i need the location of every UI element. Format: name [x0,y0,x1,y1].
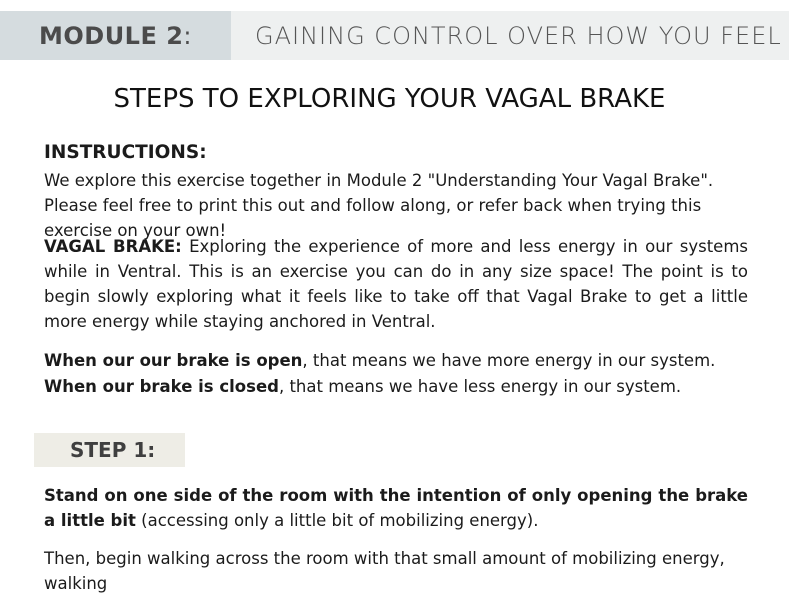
module-label: MODULE 2 [38,21,184,50]
brake-open-rest: , that means we have more energy in our system. [302,351,716,370]
vagal-brake-text: Exploring the experience of more and less energy in our systems while in Ventral. This is an exercise you can do in any size space! The point is to begin slowly exploring what it feels like to take off that Vagal Brake to get a little more energy while staying anchored in Ventral. [44,237,748,331]
step-1-text [44,483,748,533]
instructions-text: We explore this exercise together in Module 2 "Understanding Your Vagal Brake". Please feel free to print this out and follow along, or refer back when trying this exercise on your own! [44,171,714,240]
step-1-bold-text: Stand on one side of the room with the intention of only opening the brake a little bit [44,486,748,530]
brake-open-line [44,348,748,373]
step-1-rest-text: (accessing only a little bit of mobilizing energy). [135,511,539,530]
brake-closed-line [44,374,748,399]
module-colon: : [183,21,193,50]
brake-open-bold: When our our brake is open [44,351,303,370]
module-header [0,11,789,60]
page-title: STEPS TO EXPLORING YOUR VAGAL BRAKE [113,84,666,114]
module-subtitle-box [231,11,789,60]
vagal-brake-paragraph [44,234,748,334]
step-1-badge: STEP 1: [34,433,185,467]
instructions-heading: INSTRUCTIONS: [44,142,207,163]
brake-closed-rest: , that means we have less energy in our system. [278,377,682,396]
vagal-brake-label: VAGAL BRAKE: [44,237,182,256]
brake-closed-bold: When our brake is closed [44,377,279,396]
module-subtitle: GAINING CONTROL OVER HOW YOU FEEL [255,21,782,50]
step-1-then-text: Then, begin walking across the room with that small amount of mobilizing energy, walking [44,549,725,593]
module-label-box [0,11,231,60]
